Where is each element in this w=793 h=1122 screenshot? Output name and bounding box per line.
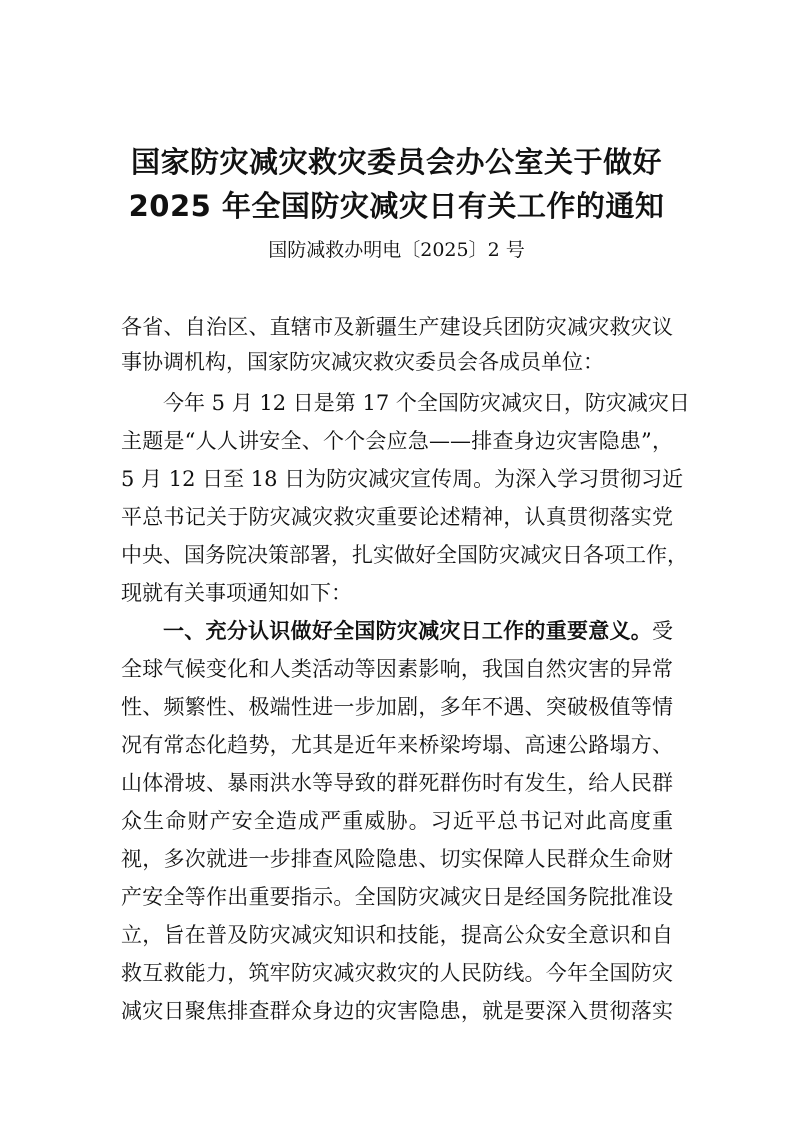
section-heading-line: [163, 615, 673, 647]
paragraph-line: 减灾日聚焦排查群众身边的灾害隐患，就是要深入贯彻落实: [121, 999, 673, 1023]
paragraph-line: 全球气候变化和人类活动等因素影响，我国自然灾害的异常: [121, 657, 673, 681]
paragraph-line: 众生命财产安全造成严重威胁。习近平总书记对此高度重: [121, 809, 673, 833]
paragraph-line: 现就有关事项通知如下：: [121, 581, 352, 605]
paragraph-line: 中央、国务院决策部署，扎实做好全国防灾减灾日各项工作，: [121, 543, 688, 567]
paragraph-line: 况有常态化趋势，尤其是近年来桥梁垮塌、高速公路塌方、: [121, 733, 673, 757]
paragraph-line: 产安全等作出重要指示。全国防灾减灾日是经国务院批准设: [121, 885, 673, 909]
paragraph-line: 救互救能力，筑牢防灾减灾救灾的人民防线。今年全国防灾: [121, 961, 673, 985]
section-heading-tail: 受: [652, 619, 673, 643]
paragraph-line: 5 月 12 日至 18 日为防灾减灾宣传周。为深入学习贯彻习近: [121, 467, 684, 491]
document-title-line1: 国家防灾减灾救灾委员会办公室关于做好: [130, 145, 662, 179]
paragraph-line: 山体滑坡、暴雨洪水等导致的群死群伤时有发生，给人民群: [121, 771, 673, 795]
paragraph-line: 立，旨在普及防灾减灾知识和技能，提高公众安全意识和自: [121, 923, 673, 947]
salutation-line: 事协调机构，国家防灾减灾救灾委员会各成员单位：: [121, 350, 604, 374]
salutation-line: 各省、自治区、直辖市及新疆生产建设兵团防灾减灾救灾议: [121, 315, 673, 339]
document-title-line2: 2025 年全国防灾减灾日有关工作的通知: [128, 189, 665, 223]
paragraph-line: 主题是“人人讲安全、个个会应急——排查身边灾害隐患”，: [121, 429, 673, 453]
paragraph-line: 今年 5 月 12 日是第 17 个全国防灾减灾日，防灾减灾日: [163, 391, 690, 415]
paragraph-line: 视，多次就进一步排查风险隐患、切实保障人民群众生命财: [121, 847, 673, 871]
section-heading: 一、充分认识做好全国防灾减灾日工作的重要意义。: [163, 619, 652, 643]
document-number: 国防减救办明电〔2025〕2 号: [268, 239, 525, 261]
paragraph-line: 性、频繁性、极端性进一步加剧，多年不遇、突破极值等情: [121, 695, 673, 719]
paragraph-line: 平总书记关于防灾减灾救灾重要论述精神，认真贯彻落实党: [121, 505, 673, 529]
